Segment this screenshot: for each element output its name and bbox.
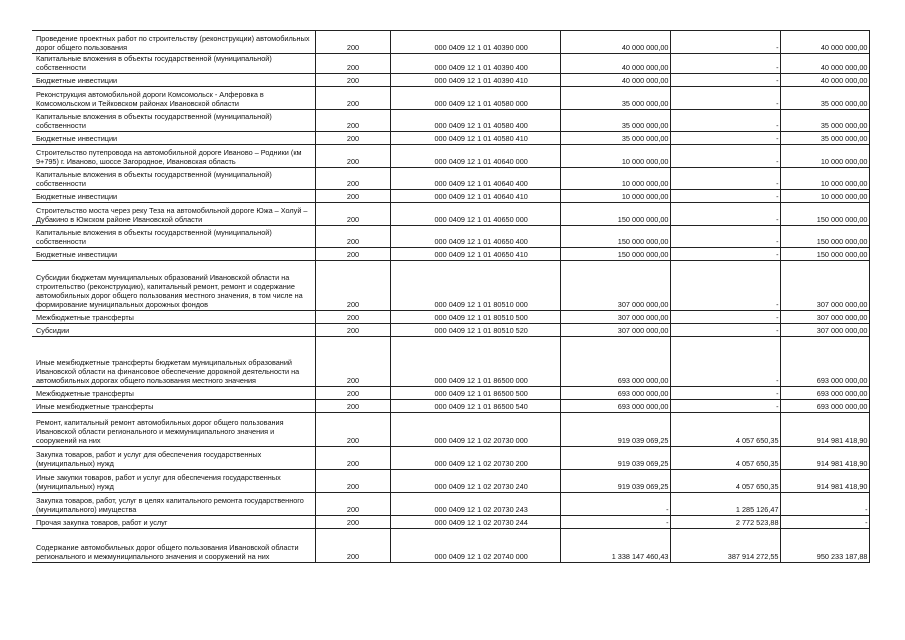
row-budget-code: 000 0409 12 1 02 20730 240 bbox=[390, 470, 560, 493]
table-row bbox=[32, 203, 869, 226]
table-row bbox=[32, 132, 869, 145]
row-budget-code: 000 0409 12 1 02 20730 000 bbox=[390, 413, 560, 447]
row-total-amount: 150 000 000,00 bbox=[780, 248, 869, 261]
row-budget-code: 000 0409 12 1 01 40580 400 bbox=[390, 110, 560, 132]
row-description: Иные межбюджетные трансферты бюджетам муниципальных образований Ивановской области на финансовое обеспечение дорожной деятельности на автомобильных дорогах общего пользования местного значения bbox=[32, 337, 315, 387]
row-description: Закупка товаров, работ, услуг в целях капитального ремонта государственного (муниципального) имущества bbox=[32, 493, 315, 516]
row-budget-code: 000 0409 12 1 02 20730 244 bbox=[390, 516, 560, 529]
table-row bbox=[32, 413, 869, 447]
row-description: Реконструкция автомобильной дороги Комсомольск - Алферовка в Комсомольском и Тейковском районах Ивановской области bbox=[32, 87, 315, 110]
row-description: Иные закупки товаров, работ и услуг для обеспечения государственных (муниципальных) нужд bbox=[32, 470, 315, 493]
table-row bbox=[32, 190, 869, 203]
row-description: Строительство моста через реку Теза на автомобильной дороге Южа – Холуй – Дубакино в Южском районе Ивановской области bbox=[32, 203, 315, 226]
row-planned-amount: - bbox=[560, 516, 670, 529]
row-description: Капитальные вложения в объекты государственной (муниципальной) собственности bbox=[32, 110, 315, 132]
row-description: Строительство путепровода на автомобильной дороге Иваново – Родники (км 9+795) г. Иваново, шоссе Загородное, Ивановская область bbox=[32, 145, 315, 168]
row-planned-amount: 307 000 000,00 bbox=[560, 261, 670, 311]
row-description: Бюджетные инвестиции bbox=[32, 74, 315, 87]
row-description: Капитальные вложения в объекты государственной (муниципальной) собственности bbox=[32, 168, 315, 190]
table-row bbox=[32, 470, 869, 493]
row-budget-code: 000 0409 12 1 01 86500 500 bbox=[390, 387, 560, 400]
table-row bbox=[32, 248, 869, 261]
row-planned-amount: 1 338 147 460,43 bbox=[560, 529, 670, 563]
row-line-code: 200 bbox=[315, 529, 390, 563]
row-change-amount: - bbox=[670, 387, 780, 400]
table-row bbox=[32, 110, 869, 132]
row-planned-amount: 150 000 000,00 bbox=[560, 248, 670, 261]
row-planned-amount: 10 000 000,00 bbox=[560, 145, 670, 168]
row-change-amount: - bbox=[670, 132, 780, 145]
row-total-amount: 950 233 187,88 bbox=[780, 529, 869, 563]
row-total-amount: 914 981 418,90 bbox=[780, 413, 869, 447]
row-line-code: 200 bbox=[315, 261, 390, 311]
row-line-code: 200 bbox=[315, 110, 390, 132]
row-planned-amount: 150 000 000,00 bbox=[560, 203, 670, 226]
row-line-code: 200 bbox=[315, 470, 390, 493]
row-change-amount: 1 285 126,47 bbox=[670, 493, 780, 516]
row-change-amount: 4 057 650,35 bbox=[670, 413, 780, 447]
row-line-code: 200 bbox=[315, 413, 390, 447]
table-row bbox=[32, 74, 869, 87]
row-change-amount: - bbox=[670, 31, 780, 54]
row-change-amount: - bbox=[670, 74, 780, 87]
row-total-amount: 40 000 000,00 bbox=[780, 31, 869, 54]
row-budget-code: 000 0409 12 1 01 40650 400 bbox=[390, 226, 560, 248]
row-line-code: 200 bbox=[315, 31, 390, 54]
table-row bbox=[32, 261, 869, 311]
row-planned-amount: 35 000 000,00 bbox=[560, 110, 670, 132]
row-total-amount: 40 000 000,00 bbox=[780, 54, 869, 74]
row-budget-code: 000 0409 12 1 01 40390 000 bbox=[390, 31, 560, 54]
row-line-code: 200 bbox=[315, 248, 390, 261]
row-line-code: 200 bbox=[315, 516, 390, 529]
row-change-amount: - bbox=[670, 324, 780, 337]
table-row bbox=[32, 87, 869, 110]
row-line-code: 200 bbox=[315, 132, 390, 145]
row-description: Капитальные вложения в объекты государственной (муниципальной) собственности bbox=[32, 54, 315, 74]
row-change-amount: - bbox=[670, 168, 780, 190]
row-total-amount: 35 000 000,00 bbox=[780, 132, 869, 145]
row-line-code: 200 bbox=[315, 400, 390, 413]
row-description: Иные межбюджетные трансферты bbox=[32, 400, 315, 413]
row-budget-code: 000 0409 12 1 01 40640 000 bbox=[390, 145, 560, 168]
row-description: Содержание автомобильных дорог общего пользования Ивановской области регионального и межмуниципального значения и сооружений на них bbox=[32, 529, 315, 563]
row-total-amount: - bbox=[780, 493, 869, 516]
row-budget-code: 000 0409 12 1 01 40390 410 bbox=[390, 74, 560, 87]
row-budget-code: 000 0409 12 1 01 40580 410 bbox=[390, 132, 560, 145]
row-description: Межбюджетные трансферты bbox=[32, 387, 315, 400]
row-budget-code: 000 0409 12 1 01 40640 410 bbox=[390, 190, 560, 203]
row-budget-code: 000 0409 12 1 01 80510 500 bbox=[390, 311, 560, 324]
row-total-amount: 10 000 000,00 bbox=[780, 168, 869, 190]
row-budget-code: 000 0409 12 1 01 40650 410 bbox=[390, 248, 560, 261]
row-budget-code: 000 0409 12 1 01 40650 000 bbox=[390, 203, 560, 226]
row-total-amount: 307 000 000,00 bbox=[780, 311, 869, 324]
row-planned-amount: 307 000 000,00 bbox=[560, 324, 670, 337]
row-total-amount: 150 000 000,00 bbox=[780, 226, 869, 248]
row-description: Бюджетные инвестиции bbox=[32, 132, 315, 145]
row-total-amount: 693 000 000,00 bbox=[780, 337, 869, 387]
row-description: Субсидии bbox=[32, 324, 315, 337]
row-total-amount: 10 000 000,00 bbox=[780, 190, 869, 203]
row-total-amount: 35 000 000,00 bbox=[780, 87, 869, 110]
row-line-code: 200 bbox=[315, 54, 390, 74]
table-row bbox=[32, 311, 869, 324]
row-total-amount: 10 000 000,00 bbox=[780, 145, 869, 168]
row-budget-code: 000 0409 12 1 01 86500 000 bbox=[390, 337, 560, 387]
row-planned-amount: 35 000 000,00 bbox=[560, 87, 670, 110]
row-total-amount: 914 981 418,90 bbox=[780, 470, 869, 493]
row-line-code: 200 bbox=[315, 324, 390, 337]
row-description: Бюджетные инвестиции bbox=[32, 248, 315, 261]
row-line-code: 200 bbox=[315, 87, 390, 110]
row-change-amount: 4 057 650,35 bbox=[670, 447, 780, 470]
row-total-amount: 307 000 000,00 bbox=[780, 261, 869, 311]
row-budget-code: 000 0409 12 1 02 20730 243 bbox=[390, 493, 560, 516]
row-planned-amount: 919 039 069,25 bbox=[560, 413, 670, 447]
row-total-amount: 693 000 000,00 bbox=[780, 400, 869, 413]
row-total-amount: 35 000 000,00 bbox=[780, 110, 869, 132]
row-budget-code: 000 0409 12 1 01 40390 400 bbox=[390, 54, 560, 74]
row-change-amount: - bbox=[670, 226, 780, 248]
row-description: Капитальные вложения в объекты государственной (муниципальной) собственности bbox=[32, 226, 315, 248]
row-budget-code: 000 0409 12 1 01 80510 000 bbox=[390, 261, 560, 311]
row-line-code: 200 bbox=[315, 203, 390, 226]
row-planned-amount: - bbox=[560, 493, 670, 516]
row-change-amount: - bbox=[670, 110, 780, 132]
row-description: Закупка товаров, работ и услуг для обеспечения государственных (муниципальных) нужд bbox=[32, 447, 315, 470]
row-line-code: 200 bbox=[315, 493, 390, 516]
row-description: Проведение проектных работ по строительству (реконструкции) автомобильных дорог общего пользования bbox=[32, 31, 315, 54]
row-budget-code: 000 0409 12 1 01 86500 540 bbox=[390, 400, 560, 413]
table-row bbox=[32, 529, 869, 563]
row-planned-amount: 40 000 000,00 bbox=[560, 54, 670, 74]
row-description: Субсидии бюджетам муниципальных образований Ивановской области на строительство (реконструкцию), капитальный ремонт, ремонт и содержание автомобильных дорог общего пользования местного значения, в том числе на формирование муниципальных дорожных фондов bbox=[32, 261, 315, 311]
row-planned-amount: 919 039 069,25 bbox=[560, 447, 670, 470]
row-change-amount: 2 772 523,88 bbox=[670, 516, 780, 529]
row-line-code: 200 bbox=[315, 387, 390, 400]
row-planned-amount: 150 000 000,00 bbox=[560, 226, 670, 248]
table-row bbox=[32, 54, 869, 74]
budget-table-sheet bbox=[32, 30, 869, 563]
row-planned-amount: 35 000 000,00 bbox=[560, 132, 670, 145]
budget-table-body bbox=[32, 31, 869, 563]
row-planned-amount: 693 000 000,00 bbox=[560, 337, 670, 387]
row-line-code: 200 bbox=[315, 145, 390, 168]
row-line-code: 200 bbox=[315, 74, 390, 87]
row-description: Прочая закупка товаров, работ и услуг bbox=[32, 516, 315, 529]
table-row bbox=[32, 400, 869, 413]
row-budget-code: 000 0409 12 1 01 40640 400 bbox=[390, 168, 560, 190]
row-budget-code: 000 0409 12 1 01 40580 000 bbox=[390, 87, 560, 110]
row-change-amount: - bbox=[670, 54, 780, 74]
row-change-amount: - bbox=[670, 337, 780, 387]
table-row bbox=[32, 324, 869, 337]
row-total-amount: 693 000 000,00 bbox=[780, 387, 869, 400]
table-row bbox=[32, 145, 869, 168]
budget-table bbox=[32, 30, 870, 563]
row-planned-amount: 919 039 069,25 bbox=[560, 470, 670, 493]
row-total-amount: 914 981 418,90 bbox=[780, 447, 869, 470]
row-change-amount: - bbox=[670, 400, 780, 413]
row-line-code: 200 bbox=[315, 226, 390, 248]
table-row bbox=[32, 337, 869, 387]
table-row bbox=[32, 31, 869, 54]
row-change-amount: - bbox=[670, 261, 780, 311]
row-line-code: 200 bbox=[315, 168, 390, 190]
row-budget-code: 000 0409 12 1 02 20740 000 bbox=[390, 529, 560, 563]
row-planned-amount: 40 000 000,00 bbox=[560, 31, 670, 54]
row-description: Ремонт, капитальный ремонт автомобильных дорог общего пользования Ивановской области регионального и межмуниципального значения и сооружений на них bbox=[32, 413, 315, 447]
row-planned-amount: 693 000 000,00 bbox=[560, 400, 670, 413]
row-change-amount: - bbox=[670, 87, 780, 110]
row-total-amount: 150 000 000,00 bbox=[780, 203, 869, 226]
row-total-amount: 307 000 000,00 bbox=[780, 324, 869, 337]
row-description: Бюджетные инвестиции bbox=[32, 190, 315, 203]
row-change-amount: - bbox=[670, 311, 780, 324]
table-row bbox=[32, 447, 869, 470]
row-line-code: 200 bbox=[315, 447, 390, 470]
row-total-amount: - bbox=[780, 516, 869, 529]
row-change-amount: - bbox=[670, 145, 780, 168]
table-row bbox=[32, 516, 869, 529]
row-line-code: 200 bbox=[315, 337, 390, 387]
row-line-code: 200 bbox=[315, 190, 390, 203]
row-planned-amount: 693 000 000,00 bbox=[560, 387, 670, 400]
table-row bbox=[32, 493, 869, 516]
row-change-amount: 387 914 272,55 bbox=[670, 529, 780, 563]
row-budget-code: 000 0409 12 1 01 80510 520 bbox=[390, 324, 560, 337]
row-planned-amount: 10 000 000,00 bbox=[560, 190, 670, 203]
row-total-amount: 40 000 000,00 bbox=[780, 74, 869, 87]
row-change-amount: 4 057 650,35 bbox=[670, 470, 780, 493]
row-planned-amount: 307 000 000,00 bbox=[560, 311, 670, 324]
row-line-code: 200 bbox=[315, 311, 390, 324]
table-row bbox=[32, 226, 869, 248]
row-planned-amount: 40 000 000,00 bbox=[560, 74, 670, 87]
row-change-amount: - bbox=[670, 190, 780, 203]
row-change-amount: - bbox=[670, 203, 780, 226]
row-budget-code: 000 0409 12 1 02 20730 200 bbox=[390, 447, 560, 470]
table-row bbox=[32, 387, 869, 400]
table-row bbox=[32, 168, 869, 190]
row-planned-amount: 10 000 000,00 bbox=[560, 168, 670, 190]
row-description: Межбюджетные трансферты bbox=[32, 311, 315, 324]
row-change-amount: - bbox=[670, 248, 780, 261]
